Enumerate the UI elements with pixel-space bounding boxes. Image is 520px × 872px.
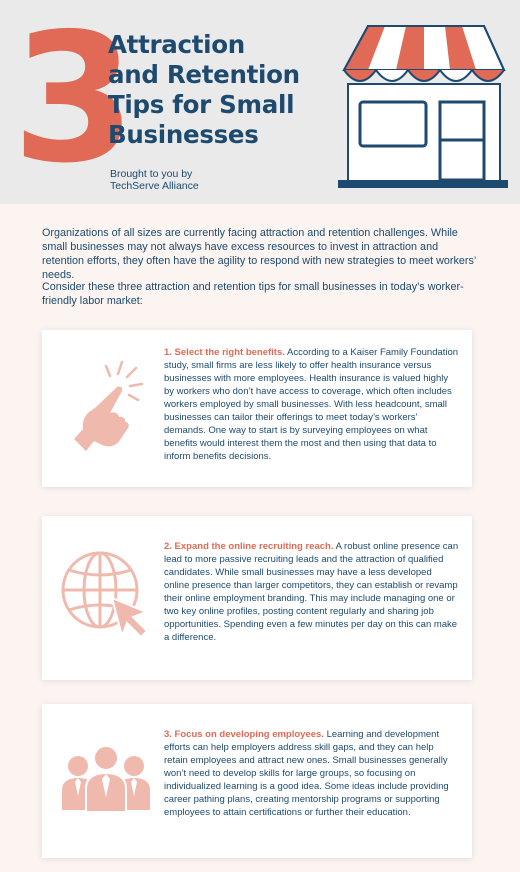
globe-cursor-icon [60, 546, 154, 642]
tip-card-developing-employees [42, 704, 472, 858]
title-line: Tips for Small [108, 90, 295, 119]
title-line: Attraction [108, 30, 245, 59]
tip-text [164, 346, 459, 463]
employees-group-icon [58, 744, 154, 814]
tip-body: Learning and development efforts can help employers address skill gaps, and they can help retain employees and attract new ones. Small businesses generally won’t need to develop skills for large groups, so focusing on individualized learning is a good idea. Some ideas include providing career pathing plans, creating mentorship programs or supporting employees to attain certifications or further their education. [164, 729, 449, 818]
tip-card-benefits [42, 330, 472, 487]
byline-line: Brought to you by [110, 168, 193, 180]
storefront-icon [338, 22, 508, 194]
tip-body: A robust online presence can lead to more passive recruiting leads and the attraction of qualified candidates. While small businesses may have a less developed online presence than larger competitors, they can establish or revamp their online employment branding. This may include managing one or two key online profiles, posting content regularly and sharing job opportunities. Spending even a few minutes per day on this can make a difference. [164, 541, 459, 643]
tip-title: 3. Focus on developing employees. [164, 729, 324, 740]
tip-text [164, 728, 459, 819]
intro-lead-paragraph: Consider these three attraction and retention tips for small businesses in today’s worker-friendly labor market: [42, 281, 464, 307]
title-line: Businesses [108, 120, 259, 149]
header-banner [0, 0, 520, 204]
tip-text [164, 540, 459, 644]
big-number-three: 3 [12, 0, 132, 202]
tip-title: 2. Expand the online recruiting reach. [164, 541, 334, 552]
tip-body: According to a Kaiser Family Foundation study, small firms are less likely to offer health insurance versus businesses with more employees. Health insurance is valued highly by workers who don’t have access to coverage, which often includes workers employed by small businesses. With less headcount, small businesses can tailor their offerings to meet today’s workers’ demands. One way to start is by surveying employees on what benefits would interest them the most and then using that data to inform benefits decisions. [164, 347, 459, 462]
tip-card-online-recruiting [42, 516, 472, 680]
page-title [108, 30, 328, 150]
tip-title: 1. Select the right benefits. [164, 347, 285, 358]
title-line: and Retention [108, 60, 300, 89]
byline-line: TechServe Alliance [110, 180, 199, 192]
intro-paragraph: Organizations of all sizes are currently facing attraction and retention challenges. While small businesses may not always have excess resources to invest in attraction and retention efforts, they often have the agility to respond with new strategies to meet workers’ needs. [42, 227, 476, 281]
byline [110, 168, 270, 192]
pointing-hand-icon [72, 360, 144, 452]
